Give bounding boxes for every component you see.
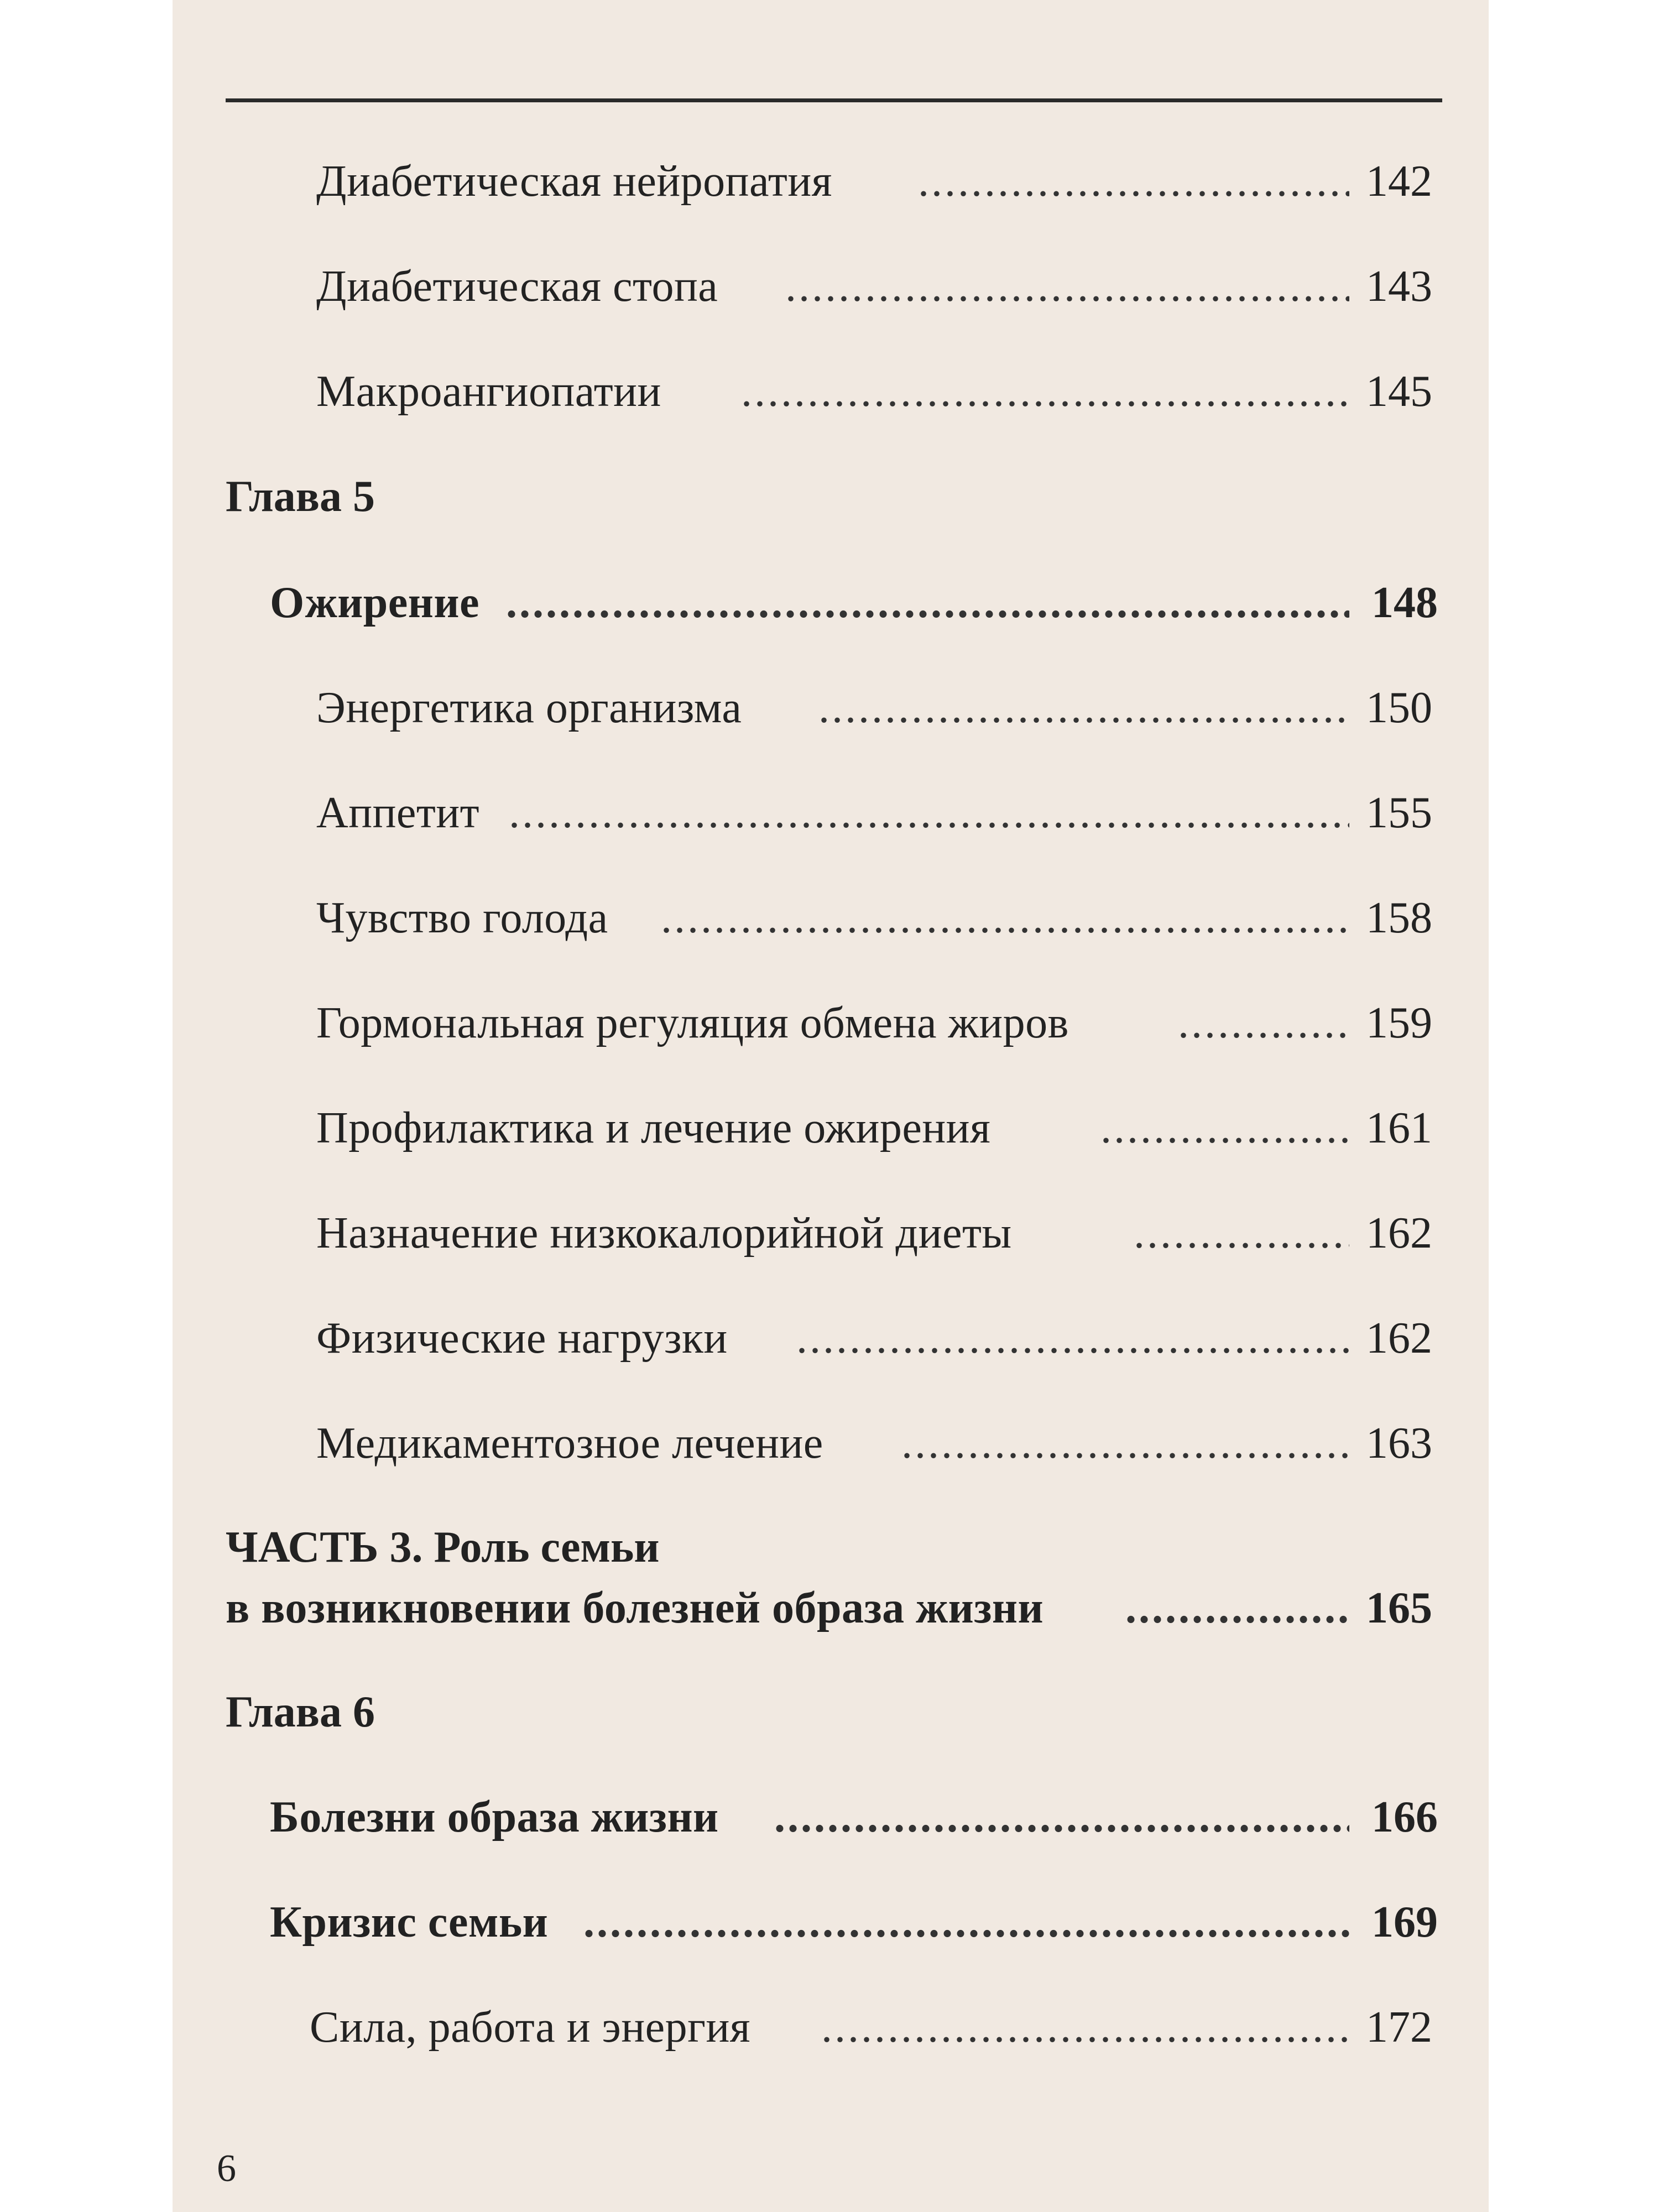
toc-entry xyxy=(0,1305,1659,1371)
toc-entry-title: Макроангиопатии xyxy=(316,367,661,416)
toc-entry-title: Диабетическая стопа xyxy=(316,262,718,311)
dot-leader xyxy=(583,1889,1349,1955)
dot-leader xyxy=(741,358,1349,425)
toc-entry-title: Ожирение xyxy=(270,578,479,627)
toc-entry-page: 158 xyxy=(1366,894,1432,942)
toc-entry xyxy=(0,1575,1659,1641)
toc-entry-title: Гормональная регуляция обмена жиров xyxy=(316,999,1069,1047)
toc-entry xyxy=(0,1200,1659,1266)
dot-leader xyxy=(509,780,1349,846)
toc-entry-page: 142 xyxy=(1366,157,1432,206)
toc-entry-page: 169 xyxy=(1371,1898,1438,1947)
toc-entry xyxy=(0,1095,1659,1161)
dot-leader xyxy=(901,1410,1349,1477)
dot-leader xyxy=(774,1784,1349,1850)
toc-entry xyxy=(0,1784,1659,1850)
dot-leader xyxy=(661,885,1349,951)
toc-entry xyxy=(0,570,1659,636)
toc-entry xyxy=(0,1410,1659,1477)
toc-entry-title: Кризис семьи xyxy=(270,1898,549,1947)
toc-entry-page: 155 xyxy=(1366,789,1432,837)
part-heading: ЧАСТЬ 3. Роль семьи xyxy=(226,1523,660,1572)
toc-entry-title: Болезни образа жизни xyxy=(270,1793,719,1841)
toc-entry-page: 162 xyxy=(1366,1314,1432,1363)
toc-entry xyxy=(0,1994,1659,2060)
toc-entry-page: 161 xyxy=(1366,1104,1432,1152)
dot-leader xyxy=(1100,1095,1349,1161)
toc-entry-page: 143 xyxy=(1366,262,1432,311)
toc-entry-title: Чувство голода xyxy=(316,894,608,942)
toc-entry-title: в возникновении болезней образа жизни xyxy=(226,1584,1044,1632)
toc-entry-page: 145 xyxy=(1366,367,1432,416)
dot-leader xyxy=(1178,990,1349,1056)
dot-leader xyxy=(918,148,1349,215)
toc-entry-page: 148 xyxy=(1371,578,1438,627)
dot-leader xyxy=(785,253,1349,320)
toc-entry-title: Диабетическая нейропатия xyxy=(316,157,832,206)
page-number: 6 xyxy=(217,2147,236,2190)
chapter-heading: Глава 6 xyxy=(226,1688,375,1736)
toc-entry xyxy=(0,990,1659,1056)
dot-leader xyxy=(1125,1575,1349,1641)
toc-entry-title: Аппетит xyxy=(316,789,480,837)
toc-entry-page: 172 xyxy=(1366,2003,1432,2052)
toc-entry-title: Медикаментозное лечение xyxy=(316,1419,823,1468)
toc-entry-title: Физические нагрузки xyxy=(316,1314,728,1363)
toc-entry-title: Назначение низкокалорийной диеты xyxy=(316,1209,1012,1258)
toc-entry xyxy=(0,780,1659,846)
toc-entry-page: 166 xyxy=(1371,1793,1438,1841)
chapter-heading: Глава 5 xyxy=(226,472,375,521)
toc-entry xyxy=(0,1889,1659,1955)
dot-leader xyxy=(1134,1200,1349,1266)
toc-entry xyxy=(0,358,1659,425)
toc-entry-page: 162 xyxy=(1366,1209,1432,1258)
toc-entry xyxy=(0,253,1659,320)
toc-entry-page: 163 xyxy=(1366,1419,1432,1468)
dot-leader xyxy=(821,1994,1349,2060)
dot-leader xyxy=(506,570,1349,636)
toc-entry-title: Энергетика организма xyxy=(316,684,742,732)
toc-entry xyxy=(0,885,1659,951)
toc-entry xyxy=(0,675,1659,741)
header-rule xyxy=(226,98,1442,102)
toc-entry xyxy=(0,148,1659,215)
toc-entry-page: 150 xyxy=(1366,684,1432,732)
dot-leader xyxy=(796,1305,1349,1371)
toc-entry-page: 159 xyxy=(1366,999,1432,1047)
toc-entry-title: Профилактика и лечение ожирения xyxy=(316,1104,991,1152)
toc-entry-page: 165 xyxy=(1366,1584,1432,1632)
dot-leader xyxy=(818,675,1349,741)
toc-entry-title: Сила, работа и энергия xyxy=(310,2003,751,2052)
